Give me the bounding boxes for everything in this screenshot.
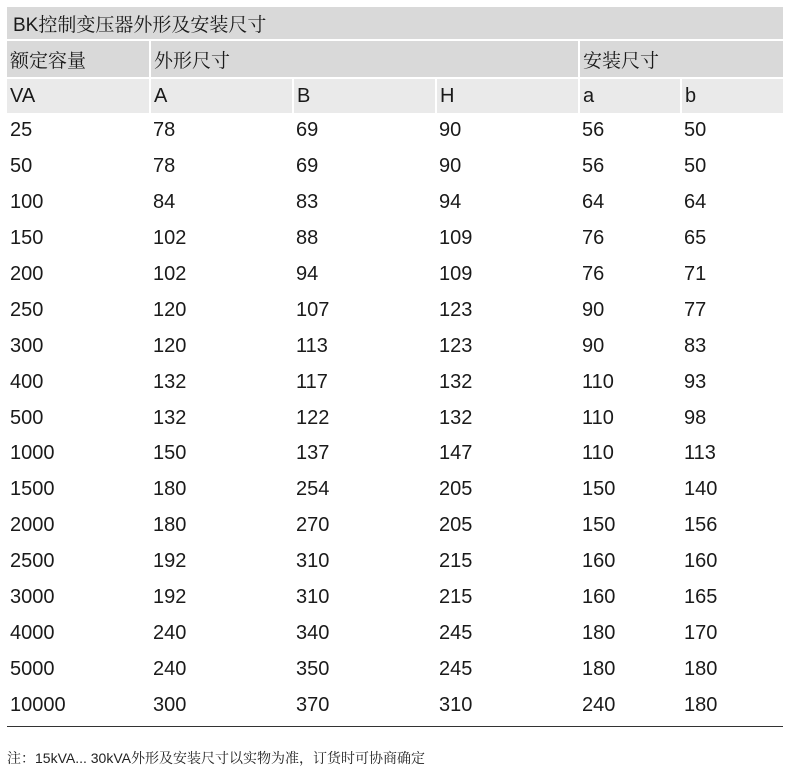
table-cell: 245: [439, 657, 473, 680]
table-cell: 500: [10, 406, 44, 429]
table-cell: 180: [582, 621, 616, 644]
table-row: [7, 185, 783, 221]
table-cell: 2000: [10, 514, 55, 537]
table-cell: 78: [153, 155, 176, 178]
table-cell: 310: [439, 693, 473, 716]
table-cell: 150: [582, 514, 616, 537]
group-header-capacity: 额定容量: [7, 41, 150, 78]
table-row: [7, 436, 783, 472]
table-cell: 123: [439, 298, 473, 321]
table-cell: 400: [10, 370, 44, 393]
table-cell: 10000: [10, 693, 66, 716]
table-cell: 110: [582, 442, 614, 465]
table-cell: 94: [439, 191, 462, 214]
table-cell: 180: [582, 657, 616, 680]
column-header-h: H: [436, 78, 579, 113]
table-cell: 240: [153, 621, 187, 644]
group-header-row: [7, 41, 783, 78]
table-cell: 50: [684, 119, 707, 142]
table-cell: 170: [684, 621, 718, 644]
table-cell: 150: [153, 442, 187, 465]
table-row: [7, 400, 783, 436]
table-cell: 64: [684, 191, 707, 214]
table-cell: 50: [10, 155, 33, 178]
table-cell: 90: [582, 298, 605, 321]
table-cell: 180: [153, 478, 187, 501]
table-cell: 200: [10, 263, 44, 285]
table-cell: 1000: [10, 442, 55, 465]
table-cell: 109: [439, 263, 473, 285]
table-cell: 76: [582, 263, 605, 285]
table-cell: 84: [153, 191, 176, 214]
table-cell: 50: [684, 155, 707, 178]
footnote: 注：15kVA... 30kVA外形及安装尺寸以实物为准，订货时可协商确定: [7, 750, 425, 766]
table-row: [7, 508, 783, 544]
table-cell: 240: [582, 693, 616, 716]
table-row: [7, 544, 783, 580]
table-row: [7, 221, 783, 257]
table-row: [7, 364, 783, 400]
table-cell: 83: [684, 334, 707, 357]
table-cell: 132: [439, 370, 473, 393]
table-row: [7, 472, 783, 508]
table-cell: 215: [439, 586, 473, 609]
table-cell: 100: [10, 191, 44, 214]
table-cell: 76: [582, 227, 605, 250]
table-row: [7, 149, 783, 185]
table-cell: 93: [684, 370, 707, 393]
table-cell: 71: [684, 263, 707, 285]
table-cell: 270: [296, 514, 330, 537]
column-header-b-upper: B: [293, 78, 436, 113]
table-cell: 132: [439, 406, 473, 429]
table-cell: 102: [153, 263, 187, 285]
table-cell: 240: [153, 657, 187, 680]
table-cell: 122: [296, 406, 330, 429]
table-cell: 310: [296, 586, 330, 609]
table-cell: 160: [582, 586, 616, 609]
table-row: [7, 113, 783, 149]
table-cell: 150: [582, 478, 616, 501]
column-header-a-upper: A: [150, 78, 293, 113]
group-header-mounting: 安装尺寸: [579, 41, 783, 78]
table-cell: 370: [296, 693, 330, 716]
table-cell: 117: [296, 370, 328, 393]
table-cell: 300: [153, 693, 187, 716]
table-cell: 107: [296, 298, 330, 321]
table-cell: 254: [296, 478, 330, 501]
table-cell: 109: [439, 227, 473, 250]
dimension-table-panel: [7, 7, 783, 727]
dimension-table: [7, 41, 783, 723]
table-cell: 4000: [10, 621, 55, 644]
table-cell: 56: [582, 119, 605, 142]
table-cell: 5000: [10, 657, 55, 680]
table-cell: 65: [684, 227, 707, 250]
table-cell: 147: [439, 442, 473, 465]
table-title: BK控制变压器外形及安装尺寸: [7, 7, 783, 41]
table-cell: 2500: [10, 550, 55, 573]
table-row: [7, 580, 783, 616]
column-header-va: VA: [7, 78, 150, 113]
table-cell: 250: [10, 298, 44, 321]
column-header-a-lower: a: [579, 78, 681, 113]
table-cell: 88: [296, 227, 319, 250]
table-cell: 120: [153, 298, 187, 321]
table-cell: 156: [684, 514, 718, 537]
table-cell: 300: [10, 334, 44, 357]
table-cell: 180: [684, 657, 718, 680]
table-cell: 78: [153, 119, 176, 142]
table-cell: 102: [153, 227, 187, 250]
table-cell: 180: [684, 693, 718, 716]
table-cell: 160: [582, 550, 616, 573]
group-header-outline: 外形尺寸: [150, 41, 579, 78]
table-cell: 192: [153, 550, 187, 573]
table-cell: 77: [684, 298, 707, 321]
table-bottom-rule: [7, 726, 783, 727]
table-row: [7, 615, 783, 651]
table-cell: 132: [153, 370, 187, 393]
table-cell: 310: [296, 550, 330, 573]
table-cell: 137: [296, 442, 330, 465]
table-row: [7, 687, 783, 723]
table-cell: 3000: [10, 586, 55, 609]
table-cell: 350: [296, 657, 330, 680]
table-cell: 215: [439, 550, 473, 573]
table-cell: 140: [684, 478, 718, 501]
table-cell: 113: [684, 442, 716, 465]
table-cell: 165: [684, 586, 718, 609]
table-cell: 110: [582, 406, 614, 429]
table-cell: 64: [582, 191, 605, 214]
table-cell: 120: [153, 334, 187, 357]
column-header-row: [7, 78, 783, 113]
table-cell: 132: [153, 406, 187, 429]
table-cell: 90: [439, 119, 462, 142]
table-cell: 1500: [10, 478, 55, 501]
table-cell: 192: [153, 586, 187, 609]
table-cell: 90: [439, 155, 462, 178]
table-cell: 90: [582, 334, 605, 357]
table-row: [7, 651, 783, 687]
table-cell: 205: [439, 514, 473, 537]
table-cell: 83: [296, 191, 319, 214]
table-cell: 180: [153, 514, 187, 537]
table-cell: 113: [296, 334, 328, 357]
table-cell: 205: [439, 478, 473, 501]
column-header-b-lower: b: [681, 78, 783, 113]
table-cell: 160: [684, 550, 718, 573]
table-cell: 69: [296, 155, 319, 178]
table-cell: 56: [582, 155, 605, 178]
table-cell: 98: [684, 406, 707, 429]
table-cell: 150: [10, 227, 44, 250]
table-row: [7, 328, 783, 364]
table-cell: 123: [439, 334, 473, 357]
table-cell: 25: [10, 119, 33, 142]
table-cell: 245: [439, 621, 473, 644]
table-row: [7, 257, 783, 293]
table-cell: 110: [582, 370, 614, 393]
table-cell: 340: [296, 621, 330, 644]
table-cell: 69: [296, 119, 319, 142]
table-row: [7, 292, 783, 328]
table-cell: 94: [296, 263, 319, 285]
